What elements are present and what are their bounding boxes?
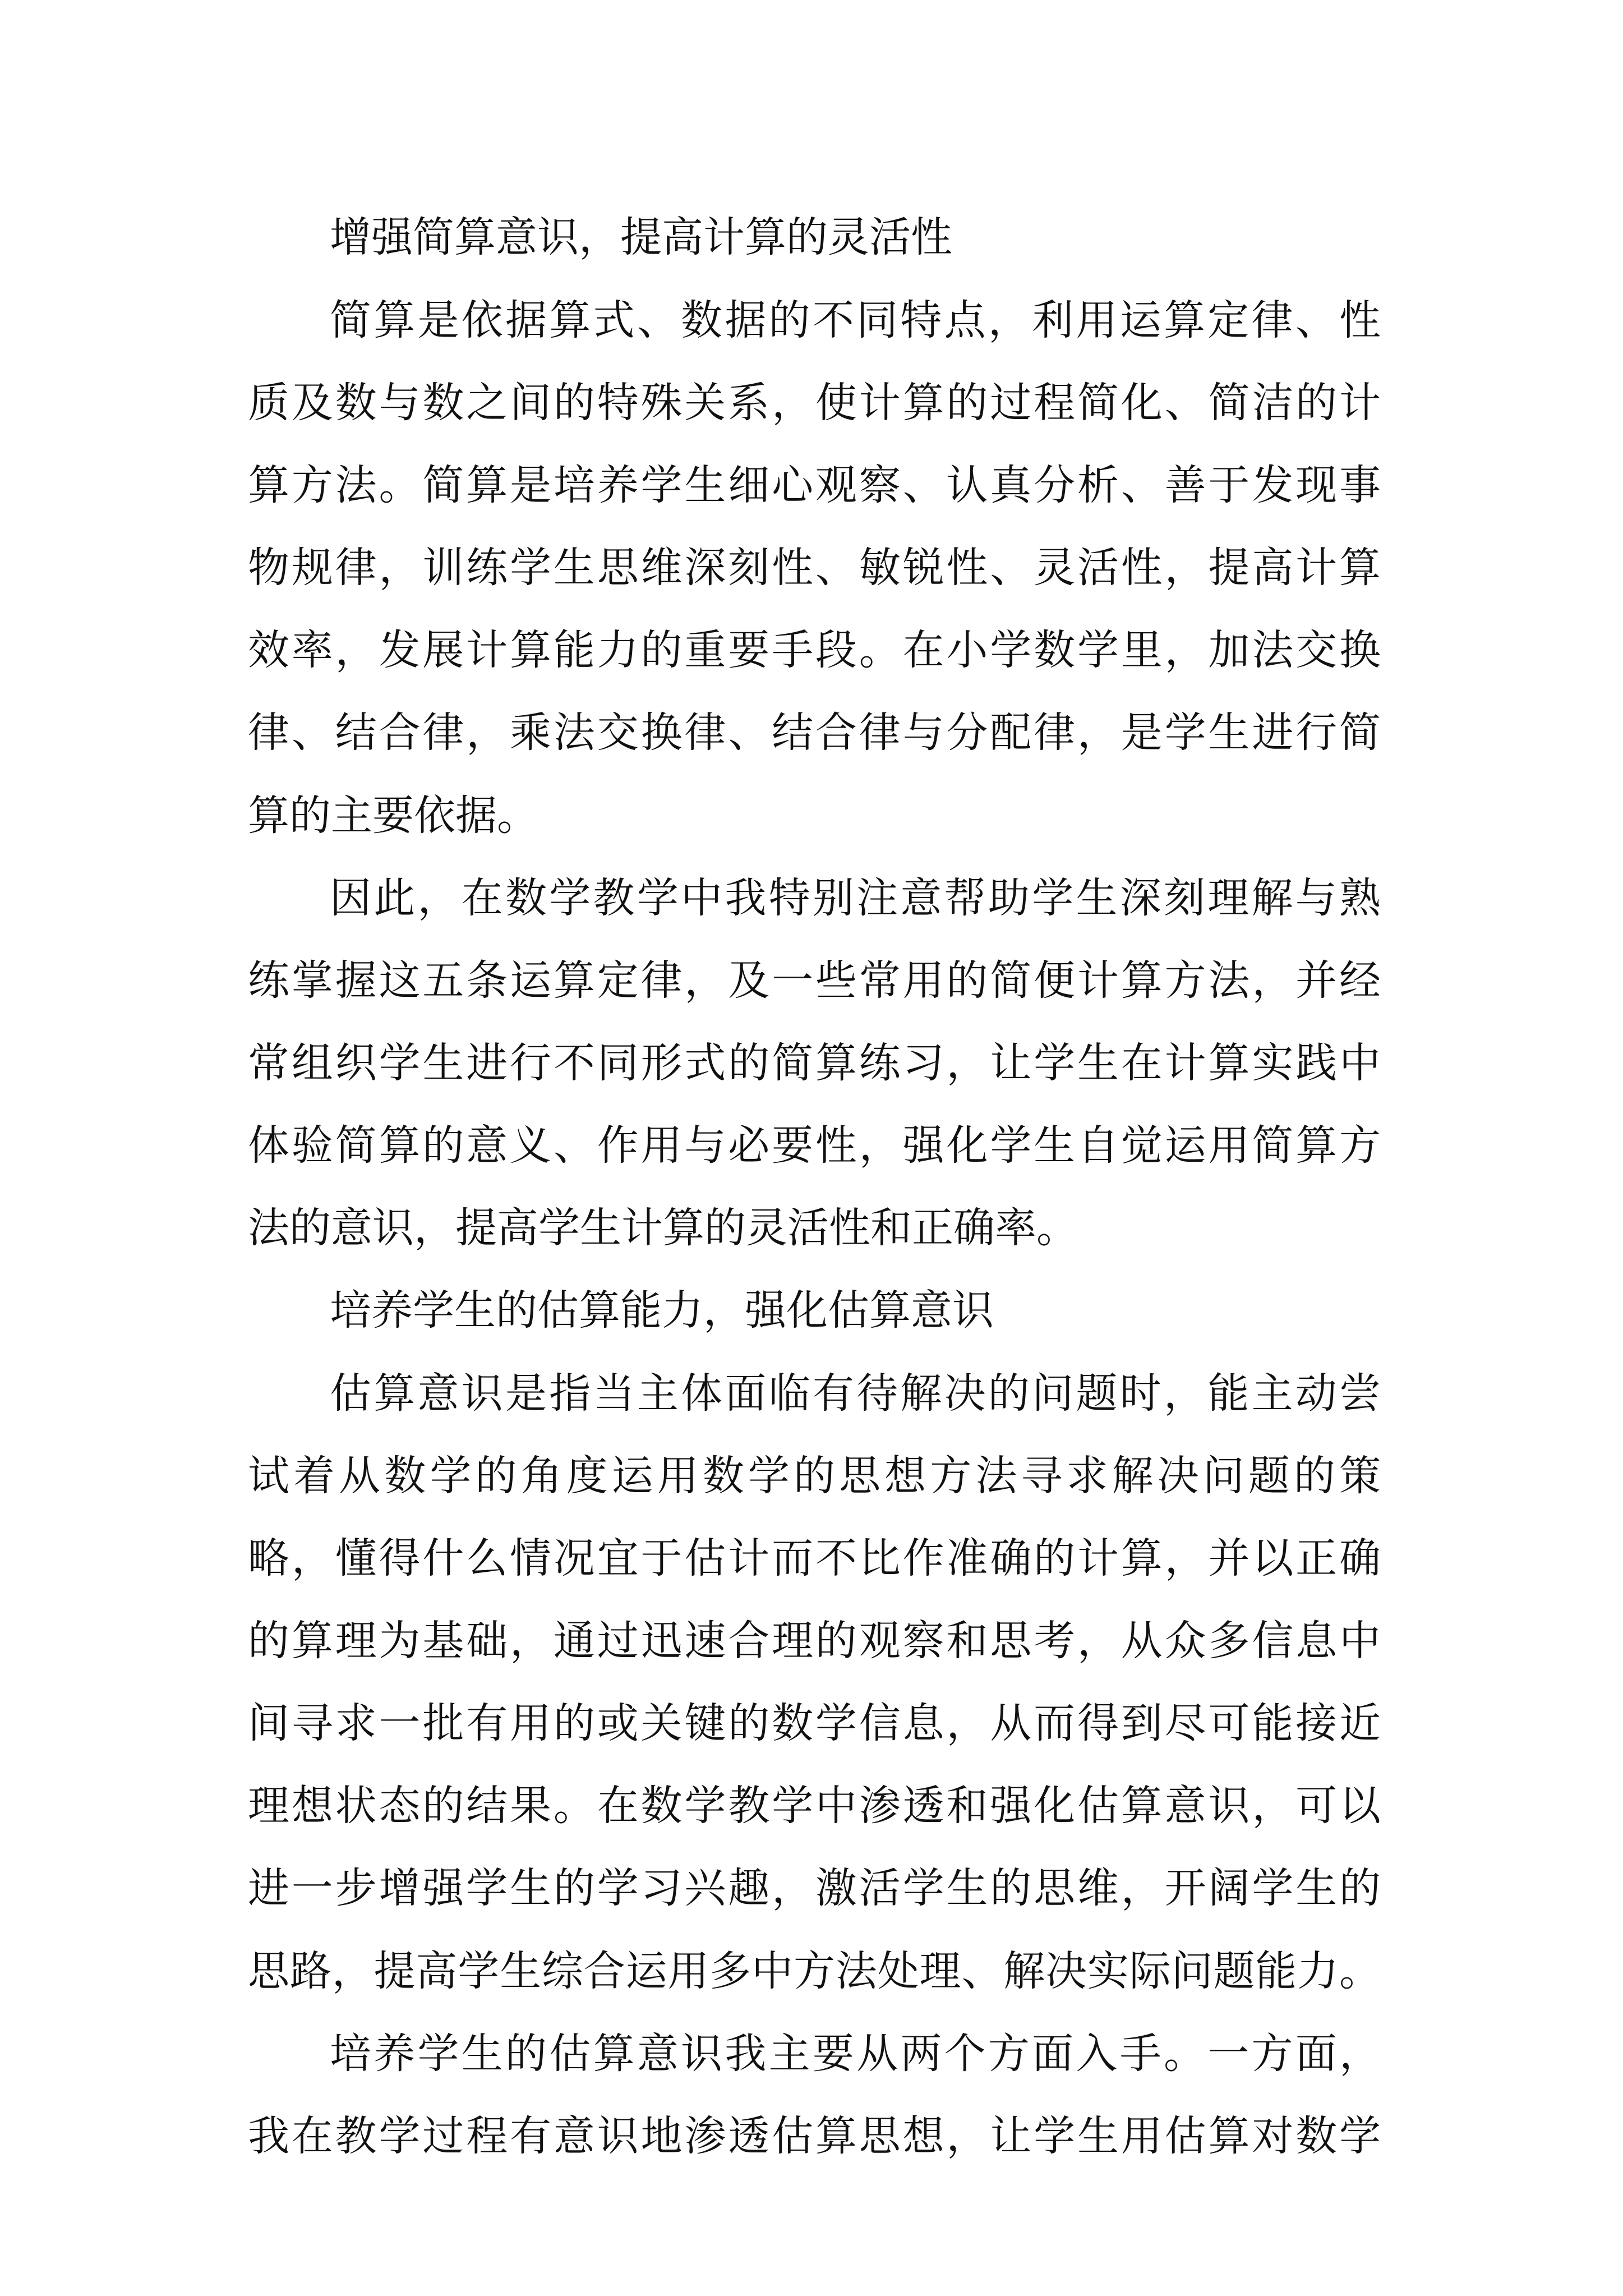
paragraph-line: 常组织学生进行不同形式的简算练习，让学生在计算实践中: [248, 1039, 1381, 1087]
paragraph-line: 略，懂得什么情况宜于估计而不比作准确的计算，并以正确: [248, 1534, 1381, 1582]
section-heading-simplified-calculation: 增强简算意识，提高计算的灵活性: [330, 213, 952, 261]
paragraph-line: 物规律，训练学生思维深刻性、敏锐性、灵活性，提高计算: [248, 544, 1381, 592]
paragraph-line: 间寻求一批有用的或关键的数学信息，从而得到尽可能接近: [248, 1699, 1381, 1747]
paragraph-line: 简算是依据算式、数据的不同特点，利用运算定律、性: [330, 296, 1381, 344]
paragraph-line: 练掌握这五条运算定律，及一些常用的简便计算方法，并经: [248, 956, 1381, 1005]
paragraph-line: 效率，发展计算能力的重要手段。在小学数学里，加法交换: [248, 626, 1381, 674]
paragraph-line: 因此，在数学教学中我特别注意帮助学生深刻理解与熟: [330, 874, 1381, 922]
section-heading-estimation: 培养学生的估算能力，强化估算意识: [330, 1286, 994, 1335]
paragraph-line: 算的主要依据。: [248, 792, 538, 840]
paragraph-line: 理想状态的结果。在数学教学中渗透和强化估算意识，可以: [248, 1782, 1381, 1830]
paragraph-line: 试着从数学的角度运用数学的思想方法寻求解决问题的策: [248, 1452, 1381, 1500]
paragraph-line: 法的意识，提高学生计算的灵活性和正确率。: [248, 1204, 1078, 1252]
paragraph-line: 的算理为基础，通过迅速合理的观察和思考，从众多信息中: [248, 1617, 1381, 1665]
paragraph-line: 估算意识是指当主体面临有待解决的问题时，能主动尝: [330, 1369, 1381, 1418]
paragraph-line: 体验简算的意义、作用与必要性，强化学生自觉运用简算方: [248, 1121, 1381, 1170]
paragraph-line: 质及数与数之间的特殊关系，使计算的过程简化、简洁的计: [248, 379, 1381, 427]
paragraph-line: 培养学生的估算意识我主要从两个方面入手。一方面，: [330, 2030, 1381, 2078]
paragraph-line: 律、结合律，乘法交换律、结合律与分配律，是学生进行简: [248, 708, 1381, 757]
paragraph-line: 算方法。简算是培养学生细心观察、认真分析、善于发现事: [248, 461, 1381, 509]
paragraph-line: 思路，提高学生综合运用多中方法处理、解决实际问题能力。: [248, 1947, 1381, 1995]
paragraph-line: 我在教学过程有意识地渗透估算思想，让学生用估算对数学: [248, 2112, 1381, 2160]
paragraph-line: 进一步增强学生的学习兴趣，激活学生的思维，开阔学生的: [248, 1864, 1381, 1912]
